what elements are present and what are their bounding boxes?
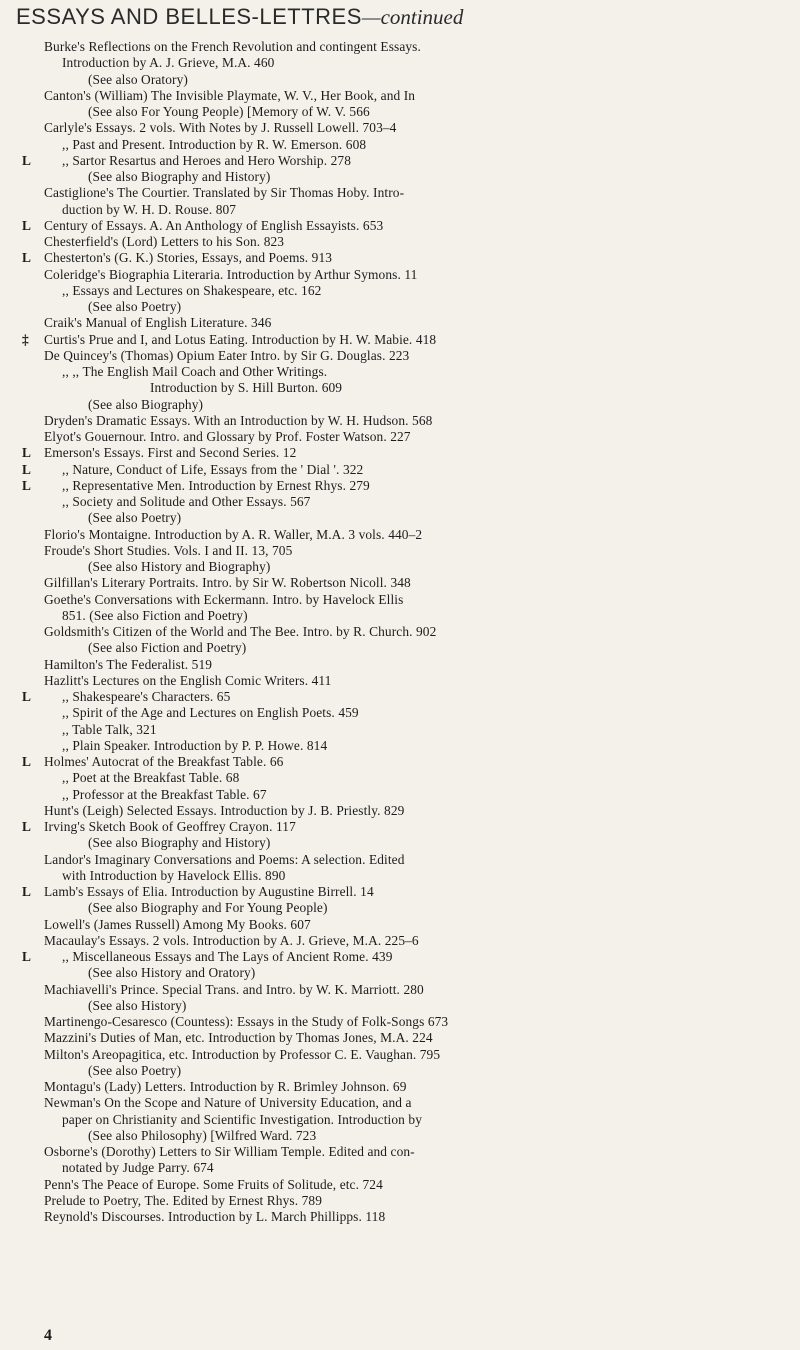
catalogue-entry-line (0, 250, 800, 266)
library-marker: L (22, 250, 32, 266)
catalogue-entry-line (0, 120, 800, 136)
catalogue-entry-line (0, 364, 800, 380)
entry-text: (See also Biography) (88, 396, 204, 412)
entry-text: duction by W. H. D. Rouse. 807 (62, 201, 237, 217)
entry-text: Century of Essays. A. An Anthology of English Essayists. 653 (44, 217, 384, 233)
catalogue-entry-line (0, 478, 800, 494)
entry-text: Curtis's Prue and I, and Lotus Eating. Introduction by H. W. Mabie. 418 (44, 331, 437, 347)
catalogue-entry-line (0, 1063, 800, 1079)
entry-text: ,, Society and Solitude and Other Essays. 567 (62, 494, 311, 509)
catalogue-entry-line (0, 689, 800, 705)
catalogue-entry-line (0, 917, 800, 933)
entry-text: Introduction by S. Hill Burton. 609 (150, 380, 343, 396)
entry-text: ,, Representative Men. Introduction by Ernest Rhys. 279 (62, 477, 370, 493)
catalogue-entry-line (0, 722, 800, 738)
catalogue-entry-line (0, 88, 800, 104)
entry-text: (See also Poetry) (88, 1062, 182, 1078)
entry-text: (See also History and Biography) (88, 559, 271, 574)
catalogue-entry-line (0, 104, 800, 120)
entry-text: Newman's On the Scope and Nature of University Education, and a (44, 1095, 412, 1111)
catalogue-entry-line (0, 1144, 800, 1160)
catalogue-entry-line (0, 315, 800, 331)
section-header (16, 4, 463, 30)
catalogue-entries (0, 39, 800, 1225)
catalogue-entry-line (0, 835, 800, 851)
entry-text: with Introduction by Havelock Ellis. 890 (62, 867, 286, 883)
entry-text: Florio's Montaigne. Introduction by A. R. Waller, M.A. 3 vols. 440–2 (44, 526, 423, 542)
library-marker: L (22, 461, 32, 477)
entry-text: (See also Fiction and Poetry) (88, 640, 247, 656)
entry-text: Goethe's Conversations with Eckermann. Intro. by Havelock Ellis (44, 591, 404, 607)
entry-text: Hamilton's The Federalist. 519 (44, 656, 213, 672)
catalogue-entry-line (0, 673, 800, 689)
catalogue-entry-line (0, 738, 800, 754)
library-marker: L (22, 445, 32, 461)
entry-text: Emerson's Essays. First and Second Series. 12 (44, 445, 297, 461)
catalogue-entry-line (0, 819, 800, 835)
catalogue-entry-line (0, 592, 800, 608)
page-number: 4 (44, 1327, 52, 1344)
entry-text: (See also Biography and For Young People) (88, 900, 328, 916)
catalogue-entry-line (0, 202, 800, 218)
entry-text: ,, Miscellaneous Essays and The Lays of Ancient Rome. 439 (62, 949, 393, 964)
catalogue-entry-line (0, 575, 800, 591)
entry-text: Burke's Reflections on the French Revolution and contingent Essays. (44, 39, 421, 54)
catalogue-entry-line (0, 137, 800, 153)
catalogue-entry-line (0, 1160, 800, 1176)
entry-text: Elyot's Gouernour. Intro. and Glossary by Prof. Foster Watson. 227 (44, 429, 411, 444)
entry-text: Dryden's Dramatic Essays. With an Introduction by W. H. Hudson. 568 (44, 412, 433, 428)
entry-text: (See also Philosophy) [Wilfred Ward. 723 (88, 1127, 317, 1143)
entry-text: Canton's (William) The Invisible Playmate, W. V., Her Book, and In (44, 87, 416, 103)
entry-text: De Quincey's (Thomas) Opium Eater Intro. by Sir G. Douglas. 223 (44, 347, 410, 363)
catalogue-entry-line (0, 218, 800, 234)
library-marker: L (22, 152, 32, 168)
library-marker: L (22, 819, 32, 834)
catalogue-entry-line (0, 413, 800, 429)
catalogue-entry-line (0, 933, 800, 949)
catalogue-entry-line (0, 900, 800, 916)
catalogue-entry-line (0, 624, 800, 640)
catalogue-entry-line (0, 332, 800, 348)
entry-text: Macaulay's Essays. 2 vols. Introduction by A. J. Grieve, M.A. 225–6 (44, 932, 419, 948)
catalogue-entry-line (0, 1177, 800, 1193)
entry-text: Introduction by A. J. Grieve, M.A. 460 (62, 55, 275, 71)
entry-text: Craik's Manual of English Literature. 346 (44, 315, 272, 331)
catalogue-entry-line (0, 998, 800, 1014)
entry-text: 851. (See also Fiction and Poetry) (62, 607, 248, 623)
catalogue-entry-line (0, 1128, 800, 1144)
catalogue-entry-line (0, 965, 800, 981)
section-title: ESSAYS AND BELLES-LETTRES (16, 4, 362, 29)
entry-text: ,, Sartor Resartus and Heroes and Hero Worship. 278 (62, 152, 352, 168)
entry-text: Holmes' Autocrat of the Breakfast Table. 66 (44, 754, 284, 769)
catalogue-entry-line (0, 1193, 800, 1209)
catalogue-entry-line (0, 169, 800, 185)
library-marker: ‡ (22, 331, 29, 347)
catalogue-entry-line (0, 348, 800, 364)
entry-text: Landor's Imaginary Conversations and Poems: A selection. Edited (44, 851, 405, 867)
catalogue-entry-line (0, 510, 800, 526)
entry-text: (See also Poetry) (88, 299, 182, 314)
entry-text: Reynold's Discourses. Introduction by L. March Phillipps. 118 (44, 1209, 386, 1224)
entry-text: ,, Essays and Lectures on Shakespeare, etc. 162 (62, 282, 322, 298)
library-marker: L (22, 689, 32, 704)
entry-text: ,, Past and Present. Introduction by R. W. Emerson. 608 (62, 136, 367, 152)
catalogue-entry-line (0, 949, 800, 965)
entry-text: Montagu's (Lady) Letters. Introduction by R. Brimley Johnson. 69 (44, 1079, 407, 1094)
catalogue-entry-line (0, 608, 800, 624)
catalogue-entry-line (0, 283, 800, 299)
catalogue-entry-line (0, 1030, 800, 1046)
entry-text: Goldsmith's Citizen of the World and The Bee. Intro. by R. Church. 902 (44, 624, 437, 639)
entry-text: Mazzini's Duties of Man, etc. Introduction by Thomas Jones, M.A. 224 (44, 1030, 433, 1046)
catalogue-entry-line (0, 1014, 800, 1030)
entry-text: Froude's Short Studies. Vols. I and II. 13, 705 (44, 542, 293, 558)
entry-text: notated by Judge Parry. 674 (62, 1160, 214, 1176)
entry-text: Osborne's (Dorothy) Letters to Sir William Temple. Edited and con- (44, 1144, 415, 1159)
entry-text: (See also Biography and History) (88, 835, 271, 851)
entry-text: paper on Christianity and Scientific Investigation. Introduction by (62, 1111, 422, 1127)
catalogue-entry-line (0, 234, 800, 250)
entry-text: Lowell's (James Russell) Among My Books. 607 (44, 916, 311, 932)
entry-text: Irving's Sketch Book of Geoffrey Crayon. 117 (44, 819, 296, 834)
catalogue-entry-line (0, 705, 800, 721)
catalogue-entry-line (0, 267, 800, 283)
catalogue-entry-line (0, 494, 800, 510)
catalogue-entry-line (0, 657, 800, 673)
library-marker: L (22, 754, 32, 769)
entry-text: (See also Oratory) (88, 71, 188, 87)
library-marker: L (22, 217, 32, 233)
entry-text: Carlyle's Essays. 2 vols. With Notes by J. Russell Lowell. 703–4 (44, 120, 397, 136)
entry-text: (See also Biography and History) (88, 169, 271, 184)
catalogue-entry-line (0, 429, 800, 445)
entry-text: ,, Shakespeare's Characters. 65 (62, 689, 231, 704)
library-marker: L (22, 477, 32, 493)
catalogue-entry-line (0, 1209, 800, 1225)
entry-text: Martinengo-Cesaresco (Countess): Essays in the Study of Folk-Songs 673 (44, 1014, 449, 1029)
entry-text: Machiavelli's Prince. Special Trans. and Intro. by W. K. Marriott. 280 (44, 981, 424, 997)
entry-text: Castiglione's The Courtier. Translated by Sir Thomas Hoby. Intro- (44, 185, 405, 201)
entry-text: Hunt's (Leigh) Selected Essays. Introduction by J. B. Priestly. 829 (44, 802, 405, 818)
catalogue-entry-line (0, 462, 800, 478)
entry-text: (See also History and Oratory) (88, 965, 256, 981)
entry-text: Coleridge's Biographia Literaria. Introduction by Arthur Symons. 11 (44, 266, 418, 282)
catalogue-entry-line (0, 982, 800, 998)
catalogue-entry-line (0, 803, 800, 819)
catalogue-entry-line (0, 185, 800, 201)
entry-text: Penn's The Peace of Europe. Some Fruits of Solitude, etc. 724 (44, 1176, 383, 1192)
catalogue-entry-line (0, 787, 800, 803)
catalogue-entry-line (0, 868, 800, 884)
entry-text: Chesterton's (G. K.) Stories, Essays, and Poems. 913 (44, 250, 333, 266)
entry-text: ,, Table Talk, 321 (62, 721, 157, 737)
entry-text: Hazlitt's Lectures on the English Comic Writers. 411 (44, 672, 332, 688)
catalogue-entry-line (0, 1079, 800, 1095)
catalogue-entry-line (0, 852, 800, 868)
entry-text: ,, Poet at the Breakfast Table. 68 (62, 770, 240, 786)
entry-text: ,, Plain Speaker. Introduction by P. P. Howe. 814 (62, 737, 328, 753)
catalogue-entry-line (0, 153, 800, 169)
catalogue-entry-line (0, 397, 800, 413)
entry-text: Milton's Areopagitica, etc. Introduction by Professor C. E. Vaughan. 795 (44, 1046, 441, 1062)
entry-text: ,, ,, The English Mail Coach and Other Writings. (62, 364, 328, 379)
catalogue-entry-line (0, 1047, 800, 1063)
catalogue-entry-line (0, 559, 800, 575)
entry-text: (See also Poetry) (88, 510, 182, 526)
entry-text: Gilfillan's Literary Portraits. Intro. by Sir W. Robertson Nicoll. 348 (44, 575, 411, 591)
catalogue-entry-line (0, 39, 800, 55)
entry-text: (See also History) (88, 997, 187, 1013)
catalogue-entry-line (0, 380, 800, 396)
entry-text: ,, Nature, Conduct of Life, Essays from the ' Dial '. 322 (62, 461, 364, 477)
entry-text: Chesterfield's (Lord) Letters to his Son. 823 (44, 234, 285, 249)
continued-label: —continued (361, 5, 464, 29)
catalogue-entry-line (0, 527, 800, 543)
catalogue-entry-line (0, 1112, 800, 1128)
entry-text: (See also For Young People) [Memory of W. V. 566 (88, 104, 370, 119)
catalogue-entry-line (0, 543, 800, 559)
catalogue-entry-line (0, 72, 800, 88)
library-marker: L (22, 949, 32, 964)
entry-text: ,, Professor at the Breakfast Table. 67 (62, 786, 267, 802)
library-marker: L (22, 884, 32, 899)
catalogue-entry-line (0, 884, 800, 900)
catalogue-entry-line (0, 754, 800, 770)
entry-text: Prelude to Poetry, The. Edited by Ernest Rhys. 789 (44, 1192, 322, 1208)
catalogue-entry-line (0, 640, 800, 656)
entry-text: ,, Spirit of the Age and Lectures on English Poets. 459 (62, 705, 359, 721)
catalogue-entry-line (0, 770, 800, 786)
entry-text: Lamb's Essays of Elia. Introduction by Augustine Birrell. 14 (44, 884, 374, 899)
catalogue-entry-line (0, 445, 800, 461)
catalogue-entry-line (0, 55, 800, 71)
catalogue-entry-line (0, 1095, 800, 1111)
catalogue-entry-line (0, 299, 800, 315)
